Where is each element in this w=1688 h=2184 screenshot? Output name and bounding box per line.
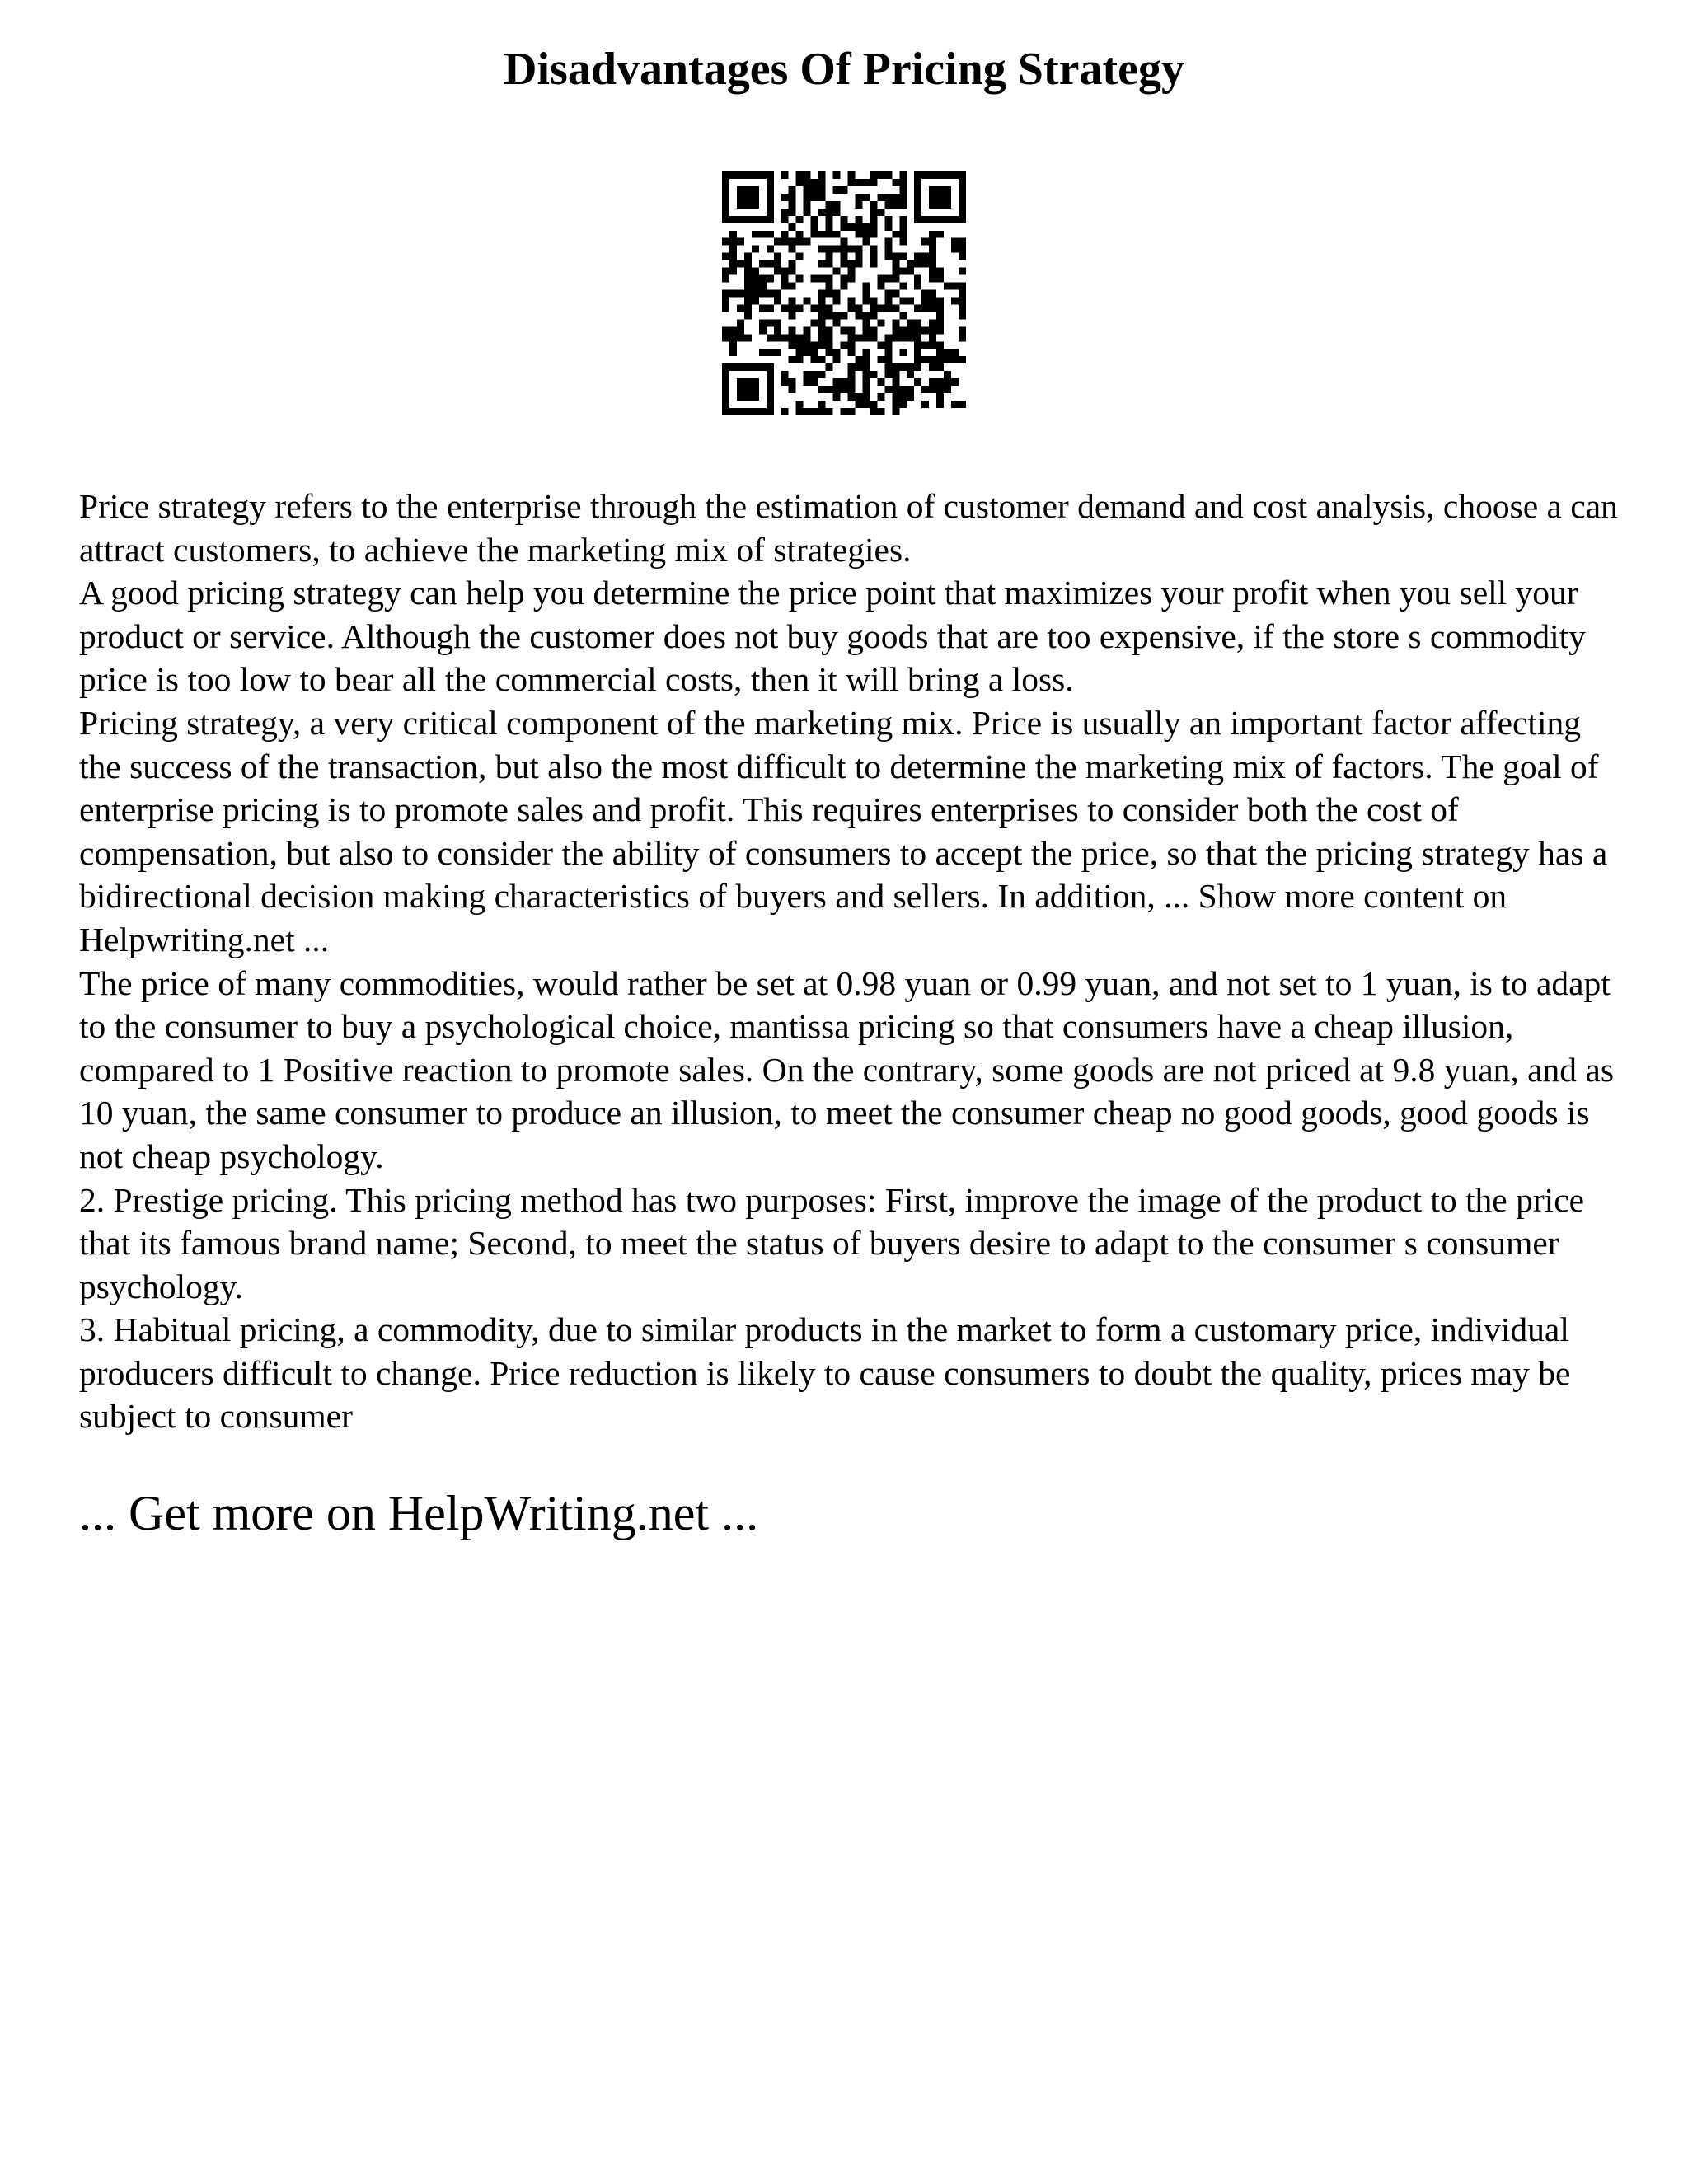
paragraph: A good pricing strategy can help you determine the price point that maximizes your profit when you sell your product or service. Although the customer does not buy goods that are too expensive, if the store s commodity price is too low to bear all the commercial costs, then it will bring a loss. bbox=[79, 574, 1586, 699]
article-body bbox=[79, 485, 1629, 1438]
paragraph: 3. Habitual pricing, a commodity, due to similar products in the market to form a customary price, individual producers difficult to change. Price reduction is likely to cause consumers to doubt the quality, prices may be subject to consumer bbox=[79, 1310, 1571, 1436]
page-title: Disadvantages Of Pricing Strategy bbox=[504, 44, 1184, 95]
paragraph: Pricing strategy, a very critical component of the marketing mix. Price is usually an important factor affecting the success of the transaction, but also the most difficult to determine the marketing mix of factors. The goal of enterprise pricing is to promote sales and profit. This requires enterprises to consider both the cost of compensation, but also to consider the ability of consumers to accept the price, so that the pricing strategy has a bidirectional decision making characteristics of buyers and sellers. In addition, ... Show more content on Helpwriting.net ... bbox=[79, 703, 1608, 958]
qr-code-icon bbox=[722, 171, 966, 415]
paragraph: Price strategy refers to the enterprise through the estimation of customer demand and cost analysis, choose a can attract customers, to achieve the marketing mix of strategies. bbox=[79, 487, 1618, 569]
get-more-link[interactable]: ... Get more on HelpWriting.net ... bbox=[79, 1486, 759, 1540]
paragraph: The price of many commodities, would rather be set at 0.98 yuan or 0.99 yuan, and not set to 1 yuan, is to adapt to the consumer to buy a psychological choice, mantissa pricing so that consumers have a cheap illusion, compared to 1 Positive reaction to promote sales. On the contrary, some goods are not priced at 9.8 yuan, and as 10 yuan, the same consumer to produce an illusion, to meet the consumer cheap no good goods, good goods is not cheap psychology. bbox=[79, 963, 1614, 1175]
paragraph: 2. Prestige pricing. This pricing method has two purposes: First, improve the image of the product to the price that its famous brand name; Second, to meet the status of buyers desire to adapt to the consumer s consumer psychology. bbox=[79, 1180, 1585, 1305]
